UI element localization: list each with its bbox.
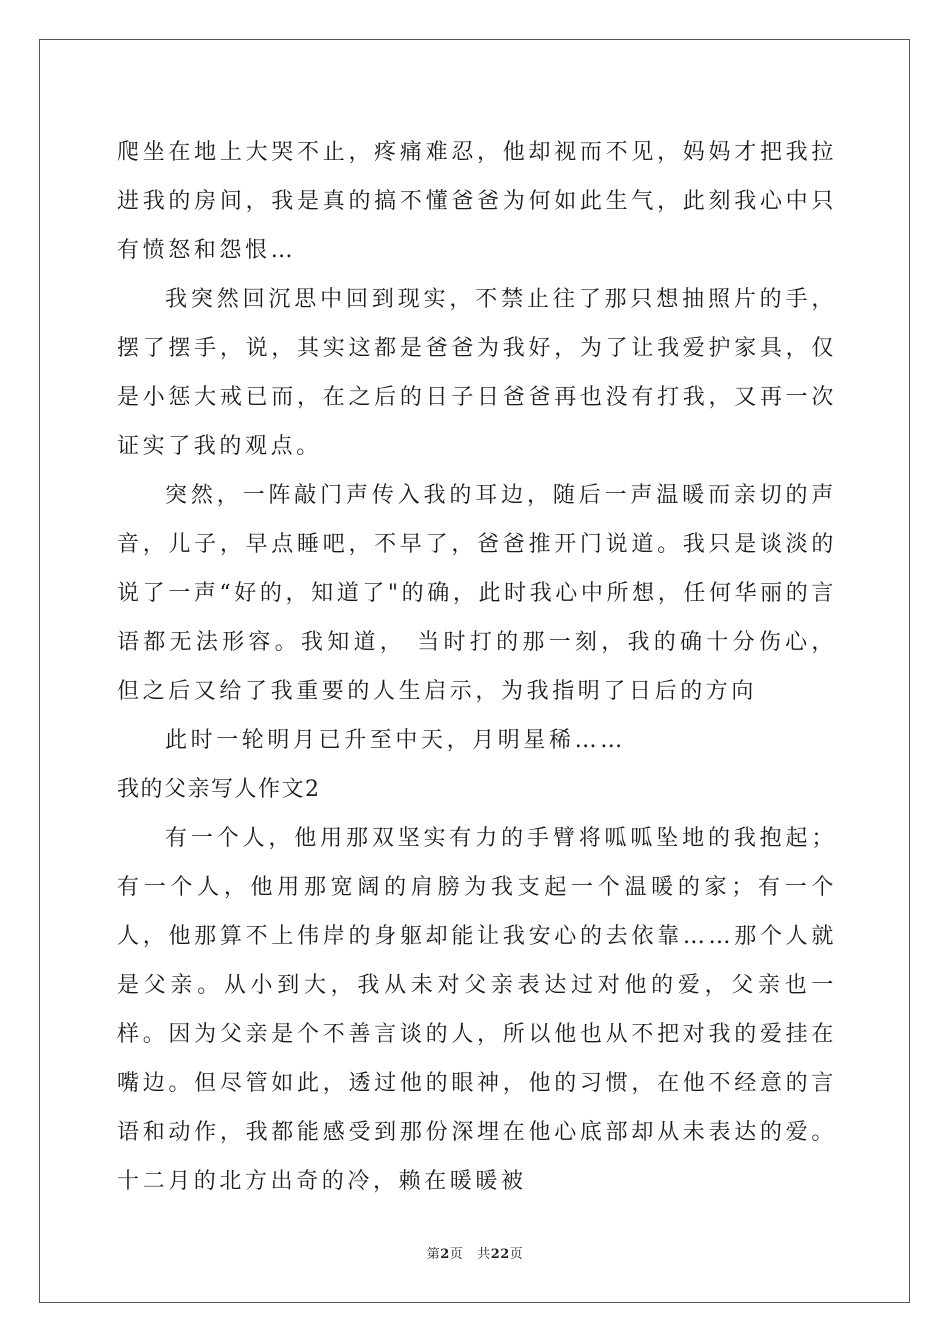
paragraph-4: 此时一轮明月已升至中天，月明星稀…… [165,728,626,753]
footer-page-suffix: 页 [449,1247,464,1262]
page-footer [0,1243,950,1262]
document-body [117,128,837,1206]
paragraph-1: 爬坐在地上大哭不止，疼痛难忍，他却视而不见，妈妈才把我拉进我的房间，我是真的搞不懂爸爸为何如此生气，此刻我心中只有愤怒和怨恨… [117,140,837,263]
paragraph-5: 有一个人，他用那双坚实有力的手臂将呱呱坠地的我抱起；有一个人，他用那宽阔的肩膀为我支起一个温暖的家；有一个人，他那算不上伟岸的身躯却能让我安心的去依靠……那个人就是父亲。从小到大，我从未对父亲表达过对他的爱，父亲也一样。因为父亲是个不善言谈的人，所以他也从不把对我的爱挂在嘴边。但尽管如此，透过他的眼神，他的习惯，在他不经意的言语和动作，我都能感受到那份深埋在他心底部却从未表达的爱。十二月的北方出奇的冷，赖在暖暖被 [117,826,837,1194]
footer-total-suffix: 页 [509,1247,524,1262]
paragraph-2: 我突然回沉思中回到现实，不禁止往了那只想抽照片的手，摆了摆手，说，其实这都是爸爸为我好，为了让我爱护家具，仅是小惩大戒已而，在之后的日子日爸爸再也没有打我，又再一次证实了我的观点。 [117,287,837,459]
footer-page-number: 2 [440,1247,450,1262]
essay-heading: 我的父亲写人作文2 [117,777,321,802]
paragraph-3: 突然，一阵敲门声传入我的耳边，随后一声温暖而亲切的声音，儿子，早点睡吧，不早了，爸爸推开门说道。我只是谈淡的说了一声“好的，知道了"的确，此时我心中所想，任何华丽的言语都无法形容。我知道， 当时打的那一刻，我的确十分伤心，但之后又给了我重要的人生启示，为我指明了日后的方向 [117,483,837,704]
footer-page-prefix: 第 [426,1247,441,1262]
footer-total-prefix: 共 [477,1247,491,1262]
footer-total-pages: 22 [490,1247,510,1262]
